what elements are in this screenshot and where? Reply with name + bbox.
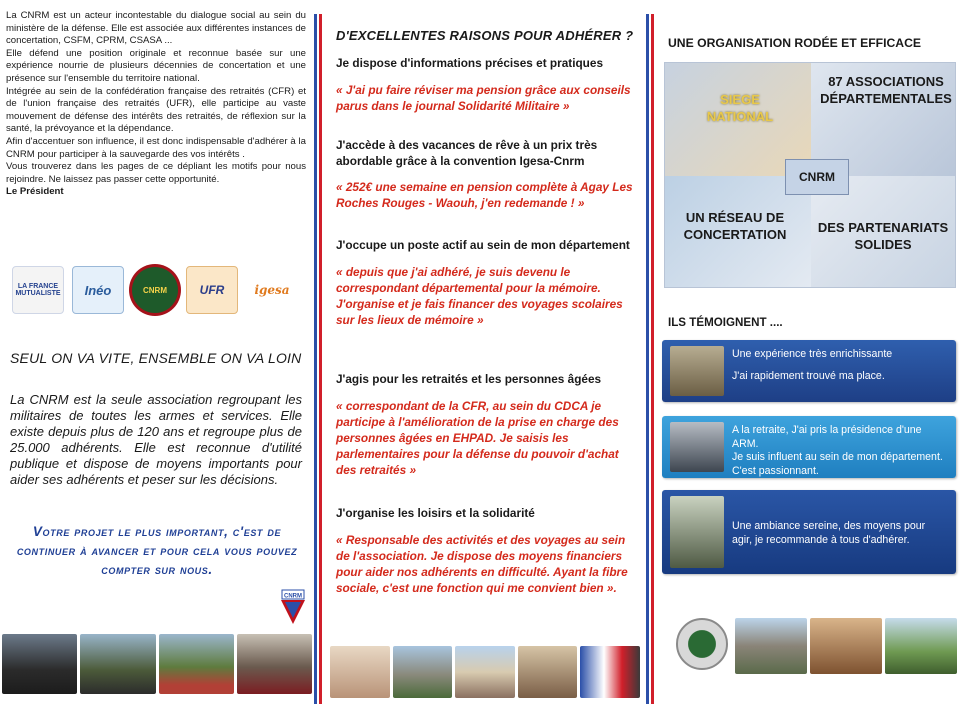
president-message [6, 10, 306, 199]
photo-castle [393, 646, 453, 698]
testimonial-text: A la retraite, J'ai pris la présidence d'une ARM. Je suis influent au sein de mon département. C'est passionnant. [732, 424, 943, 477]
intro-paragraph: Afin d'accentuer son influence, il est donc indispensable d'adhérer à la CNRM pour participer à la sauvegarde des vos intérêts . [6, 135, 306, 160]
reseau-label: UN RÉSEAU DE CONCERTATION [683, 210, 787, 242]
testimonial-line: J'ai rapidement trouvé ma place. [732, 369, 885, 382]
photo-ceremony [2, 634, 77, 694]
photo-building [455, 646, 515, 698]
motto: SEUL ON VA VITE, ENSEMBLE ON VA LOIN [10, 350, 302, 366]
reason-quote: « 252€ une semaine en pension complète à Agay Les Roches Rouges - Waouh, j'en redemande ! » [336, 180, 633, 210]
reason-quote: « depuis que j'ai adhéré, je suis devenu le correspondant départemental pour la mémoire. J'organise et je fais financer des voyages scolaires sur les lieux de mémoire » [336, 264, 623, 327]
photo-seniors [330, 646, 390, 698]
troops-photo [670, 422, 724, 472]
organisation-diagram [664, 62, 956, 288]
testimonial-line: Une expérience très enrichissante [732, 348, 893, 360]
reason-heading: J'agis pour les retraités et les personnes âgées [336, 372, 602, 386]
signature: Le Président [6, 186, 64, 198]
soldier-photo [670, 346, 724, 396]
intro-paragraph: Intégrée au sein de la confédération française des retraités (CFR) et de l'union française des retraités (UFR), elle participe au vaste mouvement de défense des intérêts des retraités, de réflexion sur la santé, la prévoyance et la dépendance. [6, 85, 306, 135]
testimonial-card [662, 340, 956, 402]
testimonial-card [662, 490, 956, 574]
about-text: La CNRM est la seule association regroupant les militaires de toutes les armes et services. Elle existe depuis plus de 120 ans et regroupe plus de 25.000 adhérents. Elle est reconnue d'utilité publique et dispose de moyens importants pour aider ses adhérents et peser sur les décisions. [10, 392, 302, 487]
photo-strip-events [2, 634, 312, 694]
tricolor-divider-left [314, 14, 322, 704]
reason-item [336, 56, 636, 114]
photo-monument [159, 634, 234, 694]
intro-paragraph: Elle défend une position originale et reconnue basée sur une expérience nourrie de plusieurs décennies de concertation et une présence sur l'ensemble du territoire national. [6, 47, 306, 84]
intro-paragraph: Vous trouverez dans les pages de ce dépliant les motifs pour nous rejoindre. Ne laissez pas passer cette opportunité. [6, 161, 306, 185]
badge-label: CNRM [284, 593, 302, 600]
testimonials-title: ILS TÉMOIGNENT .... [668, 316, 783, 329]
testimonial-card [662, 416, 956, 478]
cnrm-seal-icon [676, 618, 728, 670]
partenariats-label: DES PARTENARIATS SOLIDES [817, 220, 949, 252]
photo-garden [885, 618, 957, 674]
reason-quote: « J'ai pu faire réviser ma pension grâce aux conseils parus dans le journal Solidarité Militaire » [336, 82, 631, 113]
cnrm-badge-icon [278, 584, 308, 626]
tricolor-divider-right [646, 14, 654, 704]
photo-town [735, 618, 807, 674]
group-photo [670, 496, 724, 568]
photo-strip-venues [735, 618, 957, 674]
reason-item [336, 238, 636, 328]
reason-heading: Je dispose d'informations précises et pratiques [336, 56, 604, 70]
photo-flags [580, 646, 640, 698]
project-slogan: Votre projet le plus important, c'est de continuer à avancer et pour cela vous pouvez compter sur nous. [16, 524, 298, 577]
photo-meeting [518, 646, 578, 698]
intro-paragraph: La CNRM est un acteur incontestable du dialogue social au sein du ministère de la défense. Elle est associée aux différentes instances de concertation, CSFM, CPRM, CSASA ... [6, 10, 306, 47]
testimonial-text: Une ambiance sereine, des moyens pour agir, je recommande à tous d'adhérer. [732, 520, 926, 546]
ufr-logo: UFR [186, 266, 238, 314]
reason-quote: « Responsable des activités et des voyages au sein de l'association. Je dispose des moyens financiers pour aider nos adhérents en difficulté. Ayant la fibre sociale, c'est une fonction qui me convient bien ». [336, 532, 628, 595]
partner-logos [12, 262, 312, 318]
organisation-title: UNE ORGANISATION RODÉE ET EFFICACE [668, 36, 922, 50]
siege-label: SIEGE NATIONAL [706, 92, 774, 124]
reason-item [336, 506, 636, 596]
photo-gathering [80, 634, 155, 694]
cnrm-logo: CNRM [132, 267, 178, 313]
reason-heading: J'occupe un poste actif au sein de mon département [336, 238, 630, 252]
cnrm-center-label: CNRM [785, 159, 849, 195]
reason-heading: J'accède à des vacances de rêve à un prix très abordable grâce à la convention Igesa-Cnrm [336, 138, 598, 168]
testimonial-text [732, 348, 948, 383]
la-france-mutualiste-logo: LA FRANCE MUTUALISTE [12, 266, 64, 314]
reason-quote: « correspondant de la CFR, au sein du CDCA je participe à l'amélioration de la prise en charge des personnes âgées en EHPAD. Je saisis les parlementaires pour la défense du pouvoir d'achat des retraités » [336, 398, 619, 477]
associations-label: 87 ASSOCIATIONS DÉPARTEMENTALES [820, 74, 952, 106]
photo-parade [237, 634, 312, 694]
reason-item [336, 372, 636, 478]
ineo-logo: Inéo [72, 266, 124, 314]
reasons-title: D'EXCELLENTES RAISONS POUR ADHÉRER ? [336, 28, 634, 43]
photo-strip-activities [330, 646, 640, 698]
reason-item [336, 138, 636, 211]
igesa-logo: igesa [246, 266, 298, 314]
reason-heading: J'organise les loisirs et la solidarité [336, 506, 535, 520]
photo-hall [810, 618, 882, 674]
